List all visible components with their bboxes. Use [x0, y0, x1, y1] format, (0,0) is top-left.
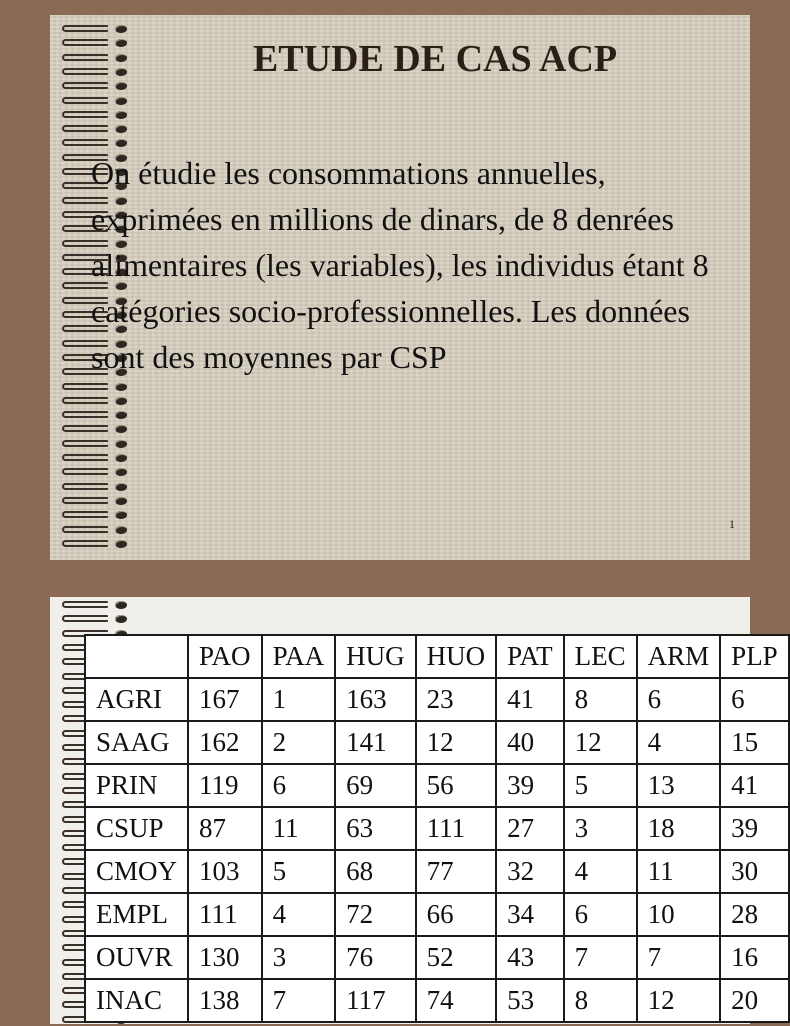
- spiral-wire: [62, 97, 108, 104]
- spiral-ring: [58, 538, 138, 550]
- spiral-wire: [62, 454, 108, 461]
- spiral-ring: [58, 80, 138, 92]
- column-header: PAT: [496, 635, 564, 678]
- table-cell: 53: [496, 979, 564, 1022]
- spiral-wire: [62, 601, 108, 608]
- table-cell: 72: [335, 893, 416, 936]
- spiral-ring: [58, 481, 138, 493]
- table-cell: 3: [262, 936, 336, 979]
- spiral-wire: [62, 511, 108, 518]
- spiral-ring: [58, 452, 138, 464]
- table-cell: 6: [262, 764, 336, 807]
- spiral-hole: [115, 497, 127, 505]
- table-cell: 2: [262, 721, 336, 764]
- table-cell: 20: [720, 979, 789, 1022]
- table-cell: 30: [720, 850, 789, 893]
- row-header: AGRI: [85, 678, 188, 721]
- table-cell: 7: [564, 936, 637, 979]
- spiral-wire: [62, 383, 108, 390]
- spiral-wire: [62, 440, 108, 447]
- table-cell: 12: [637, 979, 721, 1022]
- table-cell: 138: [188, 979, 262, 1022]
- column-header: PAO: [188, 635, 262, 678]
- table-cell: 103: [188, 850, 262, 893]
- spiral-hole: [115, 440, 127, 448]
- spiral-ring: [58, 381, 138, 393]
- spiral-hole: [115, 397, 127, 405]
- table-cell: 12: [416, 721, 497, 764]
- spiral-hole: [115, 97, 127, 105]
- spiral-wire: [62, 82, 108, 89]
- row-header: EMPL: [85, 893, 188, 936]
- table-cell: 8: [564, 678, 637, 721]
- table-cell: 5: [262, 850, 336, 893]
- table-cell: 6: [720, 678, 789, 721]
- spiral-wire: [62, 425, 108, 432]
- table-cell: 12: [564, 721, 637, 764]
- spiral-hole: [115, 111, 127, 119]
- consumption-table: [84, 634, 790, 1023]
- column-header: LEC: [564, 635, 637, 678]
- slide-title: ETUDE DE CAS ACP: [252, 38, 618, 80]
- spiral-hole: [115, 425, 127, 433]
- spiral-ring: [58, 599, 138, 611]
- spiral-ring: [58, 495, 138, 507]
- table-cell: 7: [637, 936, 721, 979]
- slide-body-text: On étudie les consommations annuelles, exprimées en millions de dinars, de 8 denrées alimentaires (les variables), les individus étant 8 catégories socio-professionnelles. Les données sont des moyennes par CSP: [91, 155, 709, 375]
- table-cell: 8: [564, 979, 637, 1022]
- table-cell: 15: [720, 721, 789, 764]
- table-cell: 40: [496, 721, 564, 764]
- row-header: CSUP: [85, 807, 188, 850]
- spiral-wire: [62, 111, 108, 118]
- table-cell: 68: [335, 850, 416, 893]
- table-cell: 7: [262, 979, 336, 1022]
- table-cell: 87: [188, 807, 262, 850]
- row-header: PRIN: [85, 764, 188, 807]
- table-cell: 39: [720, 807, 789, 850]
- spiral-ring: [58, 438, 138, 450]
- table-corner-cell: [85, 635, 188, 678]
- table-cell: 11: [637, 850, 721, 893]
- table-cell: 4: [637, 721, 721, 764]
- table-cell: 5: [564, 764, 637, 807]
- table-cell: 28: [720, 893, 789, 936]
- spiral-hole: [115, 454, 127, 462]
- table-row: [85, 807, 789, 850]
- column-header: HUO: [416, 635, 497, 678]
- table-cell: 18: [637, 807, 721, 850]
- column-header: PAA: [262, 635, 336, 678]
- row-header: CMOY: [85, 850, 188, 893]
- table-cell: 32: [496, 850, 564, 893]
- cropped-caption: [180, 597, 480, 607]
- spiral-hole: [115, 82, 127, 90]
- table-cell: 111: [416, 807, 497, 850]
- table-cell: 11: [262, 807, 336, 850]
- column-header: PLP: [720, 635, 789, 678]
- spiral-hole: [115, 125, 127, 133]
- table-cell: 77: [416, 850, 497, 893]
- spiral-wire: [62, 540, 108, 547]
- table-cell: 63: [335, 807, 416, 850]
- spiral-wire: [62, 125, 108, 132]
- table-cell: 117: [335, 979, 416, 1022]
- row-header: SAAG: [85, 721, 188, 764]
- table-cell: 4: [262, 893, 336, 936]
- table-cell: 13: [637, 764, 721, 807]
- spiral-ring: [58, 524, 138, 536]
- table-cell: 34: [496, 893, 564, 936]
- table-cell: 6: [564, 893, 637, 936]
- spiral-ring: [58, 123, 138, 135]
- table-cell: 4: [564, 850, 637, 893]
- table-cell: 52: [416, 936, 497, 979]
- table-cell: 23: [416, 678, 497, 721]
- table-cell: 162: [188, 721, 262, 764]
- spiral-wire: [62, 411, 108, 418]
- table-cell: 41: [496, 678, 564, 721]
- page-number: 1: [729, 517, 735, 531]
- table-row: [85, 678, 789, 721]
- spiral-hole: [115, 25, 127, 33]
- table-cell: 141: [335, 721, 416, 764]
- spiral-ring: [58, 395, 138, 407]
- spiral-wire: [62, 468, 108, 475]
- table-cell: 66: [416, 893, 497, 936]
- spiral-wire: [62, 25, 108, 32]
- spiral-hole: [115, 601, 127, 609]
- spiral-hole: [115, 540, 127, 548]
- table-cell: 69: [335, 764, 416, 807]
- spiral-ring: [58, 423, 138, 435]
- table-cell: 56: [416, 764, 497, 807]
- spiral-wire: [62, 139, 108, 146]
- spiral-ring: [58, 509, 138, 521]
- table-cell: 6: [637, 678, 721, 721]
- spiral-wire: [62, 615, 108, 622]
- spiral-ring: [58, 466, 138, 478]
- table-row: [85, 893, 789, 936]
- table-cell: 130: [188, 936, 262, 979]
- spiral-ring: [58, 613, 138, 625]
- table-cell: 41: [720, 764, 789, 807]
- spiral-hole: [115, 483, 127, 491]
- table-cell: 1: [262, 678, 336, 721]
- slide-2: [50, 597, 778, 1024]
- table-cell: 167: [188, 678, 262, 721]
- spiral-ring: [58, 23, 138, 35]
- table-cell: 111: [188, 893, 262, 936]
- table-cell: 3: [564, 807, 637, 850]
- table-cell: 16: [720, 936, 789, 979]
- spiral-hole: [115, 411, 127, 419]
- table-cell: 10: [637, 893, 721, 936]
- spiral-hole: [115, 526, 127, 534]
- spiral-wire: [62, 483, 108, 490]
- table-cell: 119: [188, 764, 262, 807]
- table-header-row: [85, 635, 789, 678]
- table-row: [85, 936, 789, 979]
- row-header: OUVR: [85, 936, 188, 979]
- spiral-hole: [115, 615, 127, 623]
- row-header: INAC: [85, 979, 188, 1022]
- spiral-hole: [115, 139, 127, 147]
- column-header: ARM: [637, 635, 721, 678]
- table-row: [85, 979, 789, 1022]
- column-header: HUG: [335, 635, 416, 678]
- spiral-ring: [58, 109, 138, 121]
- slide-1: [50, 15, 750, 560]
- spiral-hole: [115, 383, 127, 391]
- table-row: [85, 721, 789, 764]
- spiral-wire: [62, 526, 108, 533]
- spiral-ring: [58, 95, 138, 107]
- table-cell: 76: [335, 936, 416, 979]
- table-cell: 74: [416, 979, 497, 1022]
- spiral-hole: [115, 468, 127, 476]
- table-row: [85, 764, 789, 807]
- spiral-ring: [58, 137, 138, 149]
- spiral-wire: [62, 497, 108, 504]
- table-cell: 43: [496, 936, 564, 979]
- spiral-wire: [62, 397, 108, 404]
- table-row: [85, 850, 789, 893]
- table-cell: 27: [496, 807, 564, 850]
- table-cell: 39: [496, 764, 564, 807]
- spiral-hole: [115, 511, 127, 519]
- table-cell: 163: [335, 678, 416, 721]
- spiral-ring: [58, 409, 138, 421]
